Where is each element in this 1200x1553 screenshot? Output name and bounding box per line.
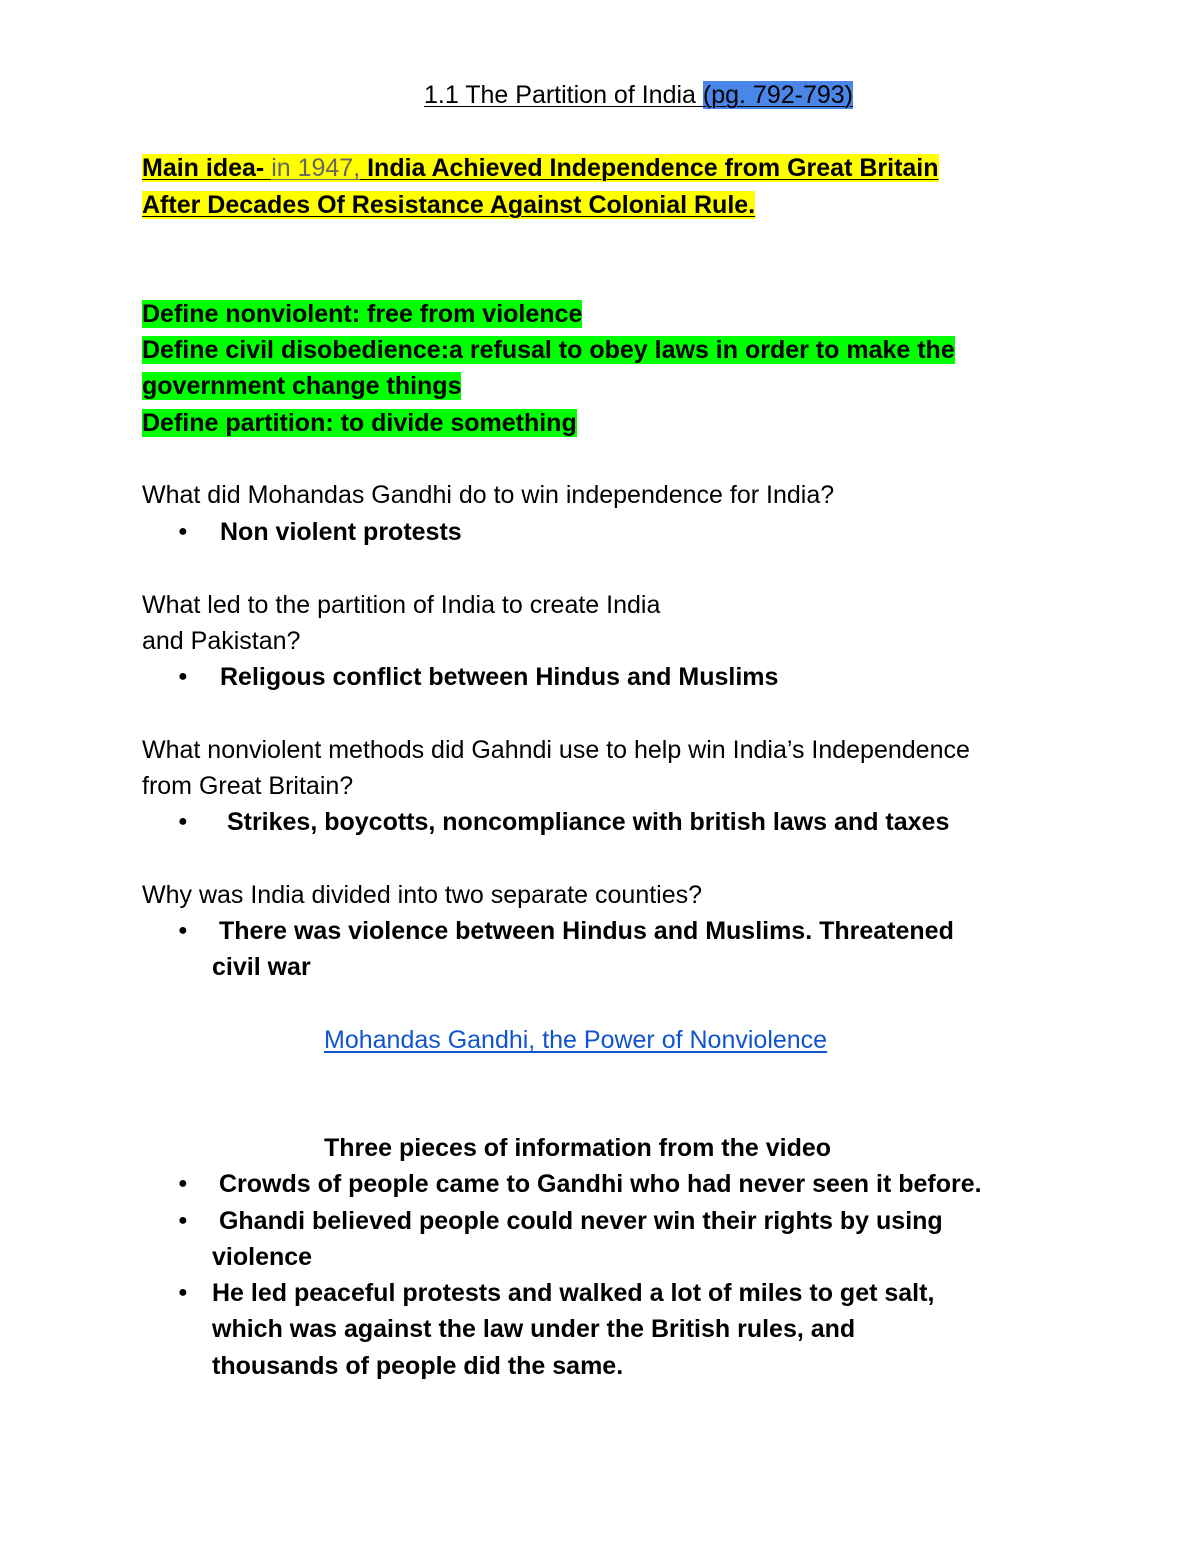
definition-nonviolent (142, 296, 582, 332)
bullet-icon: ● (178, 813, 188, 830)
bullet-icon: ● (178, 1284, 188, 1301)
answer-1: Non violent protests (220, 518, 462, 546)
definition-civil-disobedience (142, 332, 955, 368)
answer-4-line-1: There was violence between Hindus and Muslims. Threatened (212, 917, 954, 945)
main-idea-label: Main idea- (142, 154, 272, 182)
definition-partition-text: Define partition: to divide something (142, 409, 577, 437)
definition-civil-disobedience-cont (142, 368, 461, 404)
bullet-icon: ● (178, 1175, 188, 1192)
answer-2: Religous conflict between Hindus and Muslims (220, 663, 779, 691)
title-text: 1.1 The Partition of India (424, 81, 703, 109)
bullet-icon: ● (178, 523, 188, 540)
definition-partition (142, 405, 577, 441)
video-info-3-line-2: which was against the law under the British rules, and (212, 1315, 856, 1343)
question-2-line-1: What led to the partition of India to create India (142, 591, 661, 619)
page-title (424, 77, 853, 113)
question-3-line-2: from Great Britain? (142, 772, 354, 800)
main-idea-text: India Achieved Independence from Great Britain (360, 154, 939, 182)
bullet-icon: ● (178, 922, 188, 939)
main-idea-line-2 (142, 187, 755, 223)
main-idea-year: in 1947, (271, 154, 361, 182)
video-link-line (324, 1022, 827, 1058)
video-info-2-line-2: violence (212, 1243, 313, 1271)
bullet-icon: ● (178, 668, 188, 685)
definition-civil-text-1: Define civil disobedience:a refusal to obey laws in order to make the (142, 336, 955, 364)
video-info-3-line-3: thousands of people did the same. (212, 1352, 624, 1380)
bullet-icon: ● (178, 1212, 188, 1229)
definition-nonviolent-text: Define nonviolent: free from violence (142, 300, 583, 328)
question-2-line-2: and Pakistan? (142, 627, 301, 655)
video-info-3-line-1: He led peaceful protests and walked a lot of miles to get salt, (212, 1279, 935, 1307)
title-pages: (pg. 792-793) (702, 81, 853, 109)
main-idea-text-2: After Decades Of Resistance Against Colonial Rule. (142, 191, 756, 219)
video-link[interactable]: Mohandas Gandhi, the Power of Nonviolence (324, 1026, 828, 1054)
video-info-1: Crowds of people came to Gandhi who had never seen it before. (212, 1170, 982, 1198)
answer-3: Strikes, boycotts, noncompliance with british laws and taxes (220, 808, 950, 836)
video-info-2-line-1: Ghandi believed people could never win their rights by using (212, 1207, 943, 1235)
question-4: Why was India divided into two separate counties? (142, 881, 703, 909)
answer-4-line-2: civil war (212, 953, 311, 981)
video-section-heading: Three pieces of information from the video (324, 1134, 832, 1162)
question-1: What did Mohandas Gandhi do to win independence for India? (142, 481, 835, 509)
definition-civil-text-2: government change things (142, 372, 462, 400)
main-idea-line-1 (142, 150, 939, 186)
question-3-line-1: What nonviolent methods did Gahndi use to help win India’s Independence (142, 736, 970, 764)
